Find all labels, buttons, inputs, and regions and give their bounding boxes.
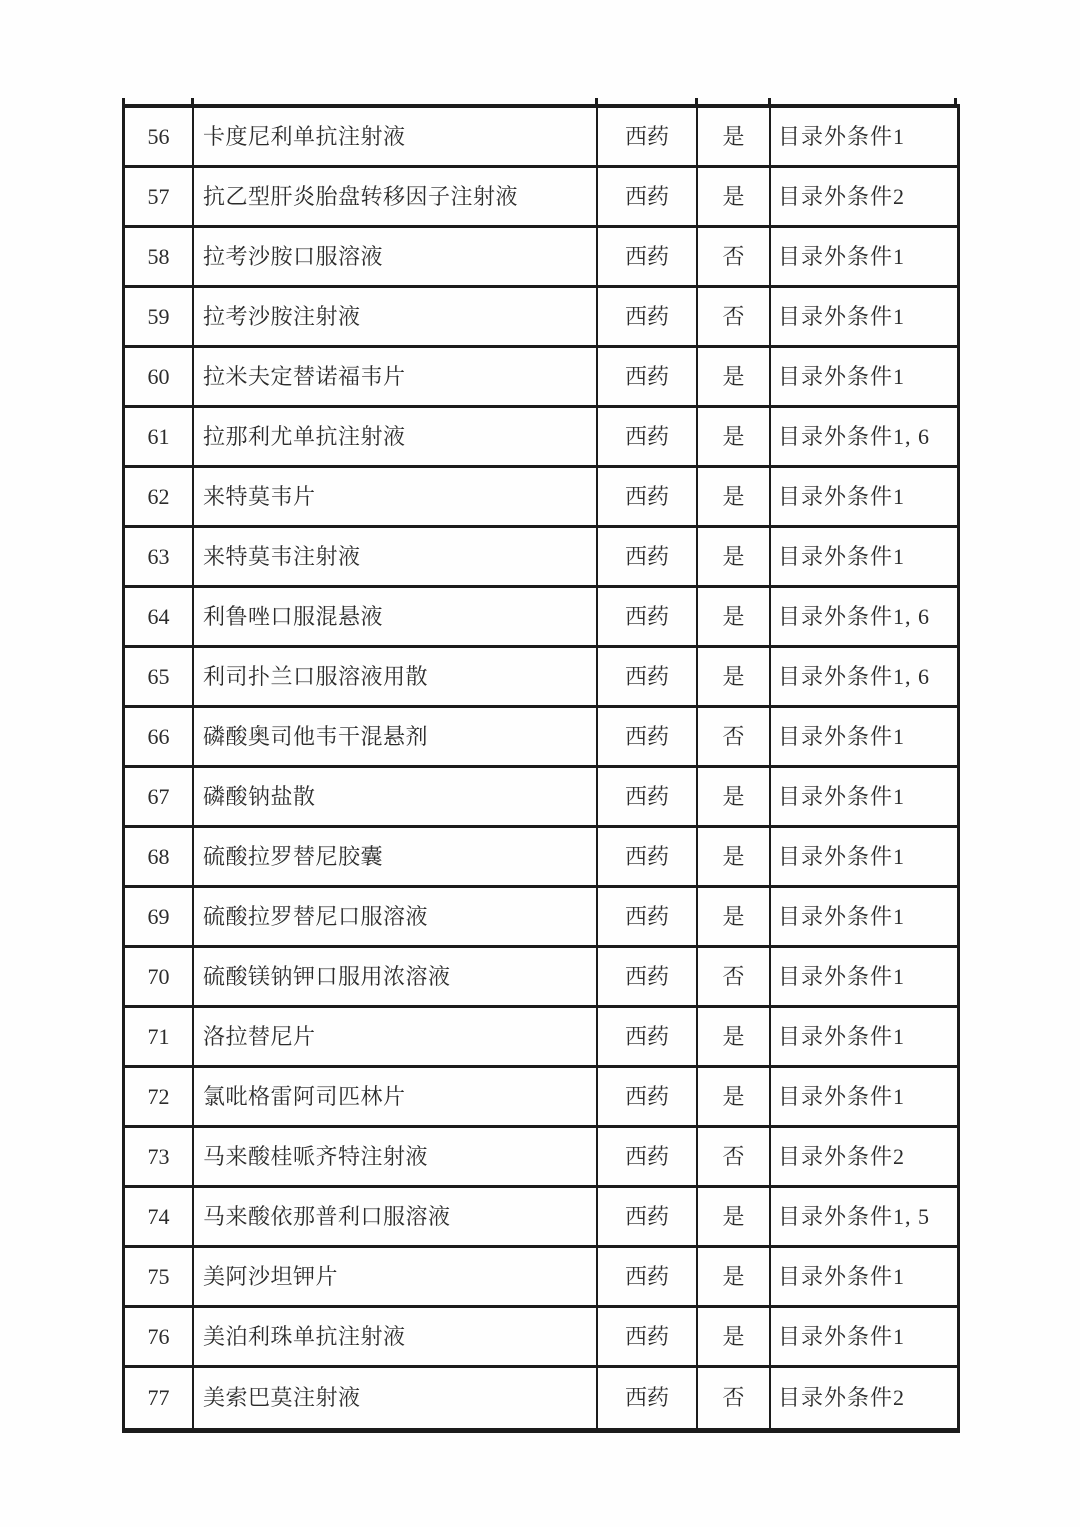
flag-cell: 否 [698,228,771,285]
cut-row-remnant-line [695,98,698,105]
drug-category-cell: 西药 [598,1368,698,1428]
drug-name-cell: 卡度尼利单抗注射液 [194,108,598,165]
table-row [125,168,957,228]
drug-name-cell: 拉考沙胺注射液 [194,288,598,345]
flag-cell: 是 [698,648,771,705]
row-number-cell: 57 [125,168,194,225]
condition-cell: 目录外条件1 [778,1323,906,1349]
drug-name-cell: 利司扑兰口服溶液用散 [194,648,598,705]
drug-name-cell: 洛拉替尼片 [194,1008,598,1065]
table-row [125,108,957,168]
table-row [125,288,957,348]
flag-cell: 否 [698,1128,771,1185]
drug-name-cell: 美泊利珠单抗注射液 [194,1308,598,1365]
condition-cell: 目录外条件2 [778,1385,906,1410]
flag-cell: 否 [698,1368,771,1428]
row-number-cell: 62 [125,468,194,525]
row-number-cell: 74 [125,1188,194,1245]
row-number-cell: 64 [125,588,194,645]
condition-cell: 目录外条件1 [778,843,906,869]
condition-cell: 目录外条件1, 5 [778,1203,931,1229]
condition-cell: 目录外条件1 [778,723,906,749]
drug-name-cell: 拉考沙胺口服溶液 [194,228,598,285]
drug-category-cell: 西药 [598,648,698,705]
condition-cell: 目录外条件1, 6 [778,663,931,689]
drug-name-cell: 马来酸依那普利口服溶液 [194,1188,598,1245]
drug-category-cell: 西药 [598,108,698,165]
table-row [125,888,957,948]
drug-category-cell: 西药 [598,1308,698,1365]
row-number-cell: 66 [125,708,194,765]
condition-cell: 目录外条件1 [778,243,906,269]
drug-category-cell: 西药 [598,228,698,285]
cut-row-remnant-line [191,98,194,105]
table-row [125,828,957,888]
row-number-cell: 70 [125,948,194,1005]
table-row [125,528,957,588]
drug-category-cell: 西药 [598,1068,698,1125]
drug-category-cell: 西药 [598,948,698,1005]
condition-cell: 目录外条件1 [778,363,906,389]
condition-cell: 目录外条件2 [778,183,906,209]
row-number-cell: 67 [125,768,194,825]
table-row [125,768,957,828]
row-number-cell: 61 [125,408,194,465]
row-number-cell: 59 [125,288,194,345]
row-number-cell: 72 [125,1068,194,1125]
drug-name-cell: 抗乙型肝炎胎盘转移因子注射液 [194,168,598,225]
drug-category-cell: 西药 [598,348,698,405]
cut-row-remnant-line [768,98,771,105]
drug-name-cell: 美索巴莫注射液 [194,1368,598,1428]
drug-name-cell: 利鲁唑口服混悬液 [194,588,598,645]
flag-cell: 是 [698,768,771,825]
condition-cell: 目录外条件1 [778,1083,906,1109]
table-row [125,1008,957,1068]
condition-cell: 目录外条件1 [778,123,906,149]
drug-category-cell: 西药 [598,528,698,585]
condition-cell: 目录外条件1 [778,963,906,989]
condition-cell: 目录外条件1 [778,903,906,929]
table-row [125,588,957,648]
table-row [125,1308,957,1368]
condition-cell: 目录外条件1 [778,783,906,809]
flag-cell: 否 [698,948,771,1005]
row-number-cell: 63 [125,528,194,585]
row-number-cell: 56 [125,108,194,165]
condition-cell: 目录外条件1, 6 [778,603,931,629]
drug-name-cell: 磷酸奥司他韦干混悬剂 [194,708,598,765]
drug-category-cell: 西药 [598,168,698,225]
flag-cell: 是 [698,1008,771,1065]
drug-category-cell: 西药 [598,408,698,465]
drug-name-cell: 拉米夫定替诺福韦片 [194,348,598,405]
drug-category-cell: 西药 [598,1128,698,1185]
flag-cell: 是 [698,1188,771,1245]
cut-row-remnant-line [954,98,957,105]
cut-row-remnant-line [595,98,598,105]
row-number-cell: 76 [125,1308,194,1365]
condition-cell: 目录外条件1, 6 [778,423,931,449]
table-row [125,1128,957,1188]
drug-category-cell: 西药 [598,288,698,345]
row-number-cell: 75 [125,1248,194,1305]
flag-cell: 否 [698,708,771,765]
condition-cell: 目录外条件1 [778,543,906,569]
flag-cell: 是 [698,408,771,465]
drug-category-cell: 西药 [598,588,698,645]
flag-cell: 否 [698,288,771,345]
drug-name-cell: 硫酸拉罗替尼胶囊 [194,828,598,885]
row-number-cell: 71 [125,1008,194,1065]
row-number-cell: 69 [125,888,194,945]
flag-cell: 是 [698,588,771,645]
row-number-cell: 77 [125,1368,194,1428]
flag-cell: 是 [698,1068,771,1125]
drug-table [122,104,960,1433]
cut-row-remnant-line [122,98,125,105]
flag-cell: 是 [698,348,771,405]
flag-cell: 是 [698,828,771,885]
condition-cell: 目录外条件2 [778,1143,906,1169]
condition-cell: 目录外条件1 [778,1023,906,1049]
table-row [125,1188,957,1248]
row-number-cell: 73 [125,1128,194,1185]
drug-name-cell: 来特莫韦注射液 [194,528,598,585]
drug-name-cell: 磷酸钠盐散 [194,768,598,825]
drug-name-cell: 拉那利尤单抗注射液 [194,408,598,465]
row-number-cell: 68 [125,828,194,885]
flag-cell: 是 [698,168,771,225]
row-number-cell: 58 [125,228,194,285]
flag-cell: 是 [698,528,771,585]
row-number-cell: 60 [125,348,194,405]
drug-category-cell: 西药 [598,1008,698,1065]
drug-category-cell: 西药 [598,708,698,765]
drug-category-cell: 西药 [598,468,698,525]
flag-cell: 是 [698,1308,771,1365]
flag-cell: 是 [698,108,771,165]
drug-category-cell: 西药 [598,1248,698,1305]
table-row [125,408,957,468]
table-row [125,228,957,288]
flag-cell: 是 [698,888,771,945]
drug-category-cell: 西药 [598,1188,698,1245]
drug-name-cell: 马来酸桂哌齐特注射液 [194,1128,598,1185]
drug-category-cell: 西药 [598,828,698,885]
table-row [125,468,957,528]
condition-cell: 目录外条件1 [778,303,906,329]
drug-name-cell: 来特莫韦片 [194,468,598,525]
condition-cell: 目录外条件1 [778,483,906,509]
row-number-cell: 65 [125,648,194,705]
drug-name-cell: 氯吡格雷阿司匹林片 [194,1068,598,1125]
drug-name-cell: 美阿沙坦钾片 [194,1248,598,1305]
drug-category-cell: 西药 [598,768,698,825]
table-row [125,948,957,1008]
table-row [125,708,957,768]
drug-category-cell: 西药 [598,888,698,945]
drug-name-cell: 硫酸镁钠钾口服用浓溶液 [194,948,598,1005]
flag-cell: 是 [698,1248,771,1305]
table-row [125,348,957,408]
condition-cell: 目录外条件1 [778,1263,906,1289]
flag-cell: 是 [698,468,771,525]
table-row [125,648,957,708]
drug-name-cell: 硫酸拉罗替尼口服溶液 [194,888,598,945]
table-row [125,1068,957,1128]
table-row [125,1368,957,1428]
table-row [125,1248,957,1308]
